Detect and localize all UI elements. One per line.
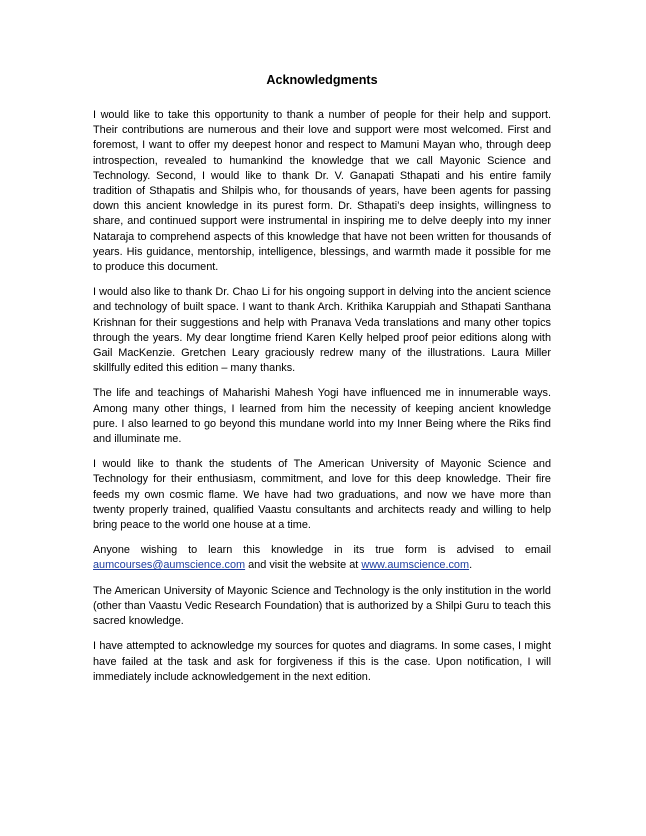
document-page	[93, 72, 551, 695]
paragraph-thanks-students: I would like to thank the students of The American University of Mayonic Science and Technology for their enthusiasm, commitment, and love for this deep knowledge. Their fire feeds my own cosmic flame. We have had two graduations, and now we have more than twenty properly trained, qualified Vaastu consultants and architects ready and willing to help bring peace to the world one house at a time.	[93, 458, 551, 532]
paragraph-institution: The American University of Mayonic Science and Technology is the only institution in the world (other than Vaastu Vedic Research Foundation) that is authorized by a Shilpi Guru to teach this sacred knowledge.	[93, 584, 551, 628]
paragraph-thanks-intro: I would like to take this opportunity to thank a number of people for their help and support. Their contributions are numerous and their love and support were most welcomed. First and foremost, I want to offer my deepest honor and respect to Mamuni Mayan who, through deep introspection, revealed to humankind the knowledge that we call Mayonic Science and Technology. Second, I would like to thank Dr. V. Ganapati Sthapati and his entire family tradition of Sthapatis and Shilpis who, for thousands of years, have been agents for passing down this ancient knowledge in its purest form. Dr. Sthapati’s deep insights, willingness to share, and continued support were instrumental in inspiring me to delve deeply into my inner Nataraja to comprehend aspects of this knowledge that have not been written for thousands of years. His guidance, mentorship, intelligence, blessings, and warmth made it possible for me to produce this document.	[93, 109, 551, 274]
contact-prefix: Anyone wishing to learn this knowledge in its true form is advised to email	[93, 544, 551, 557]
contact-middle: and visit the website at	[245, 559, 362, 572]
email-link[interactable]: aumcourses@aumscience.com	[93, 559, 246, 572]
contact-suffix: .	[469, 559, 473, 572]
website-link[interactable]: www.aumscience.com	[361, 559, 470, 572]
page-title: Acknowledgments	[266, 73, 378, 87]
paragraph-sources: I have attempted to acknowledge my sources for quotes and diagrams. In some cases, I might have failed at the task and ask for forgiveness if this is the case. Upon notification, I will immediately include acknowledgement in the next edition.	[93, 640, 551, 683]
paragraph-thanks-collaborators: I would also like to thank Dr. Chao Li for his ongoing support in delving into the ancient science and technology of built space. I want to thank Arch. Krithika Karuppiah and Sthapati Santhana Krishnan for their suggestions and help with Pranava Veda translations and many other topics through the years. My dear longtime friend Karen Kelly helped proof peior editions along with Gail MacKenzie. Gretchen Leary graciously redrew many of the illustrations. Laura Miller skillfully edited this edition – many thanks.	[93, 286, 551, 375]
paragraph-thanks-teachings: The life and teachings of Maharishi Mahesh Yogi have influenced me in innumerable ways. Among many other things, I learned from him the necessity of keeping ancient knowledge pure. I also learned to go beyond this mundane world into my Inner Being where the Riks find and illuminate me.	[93, 387, 551, 446]
paragraph-contact	[93, 543, 551, 573]
